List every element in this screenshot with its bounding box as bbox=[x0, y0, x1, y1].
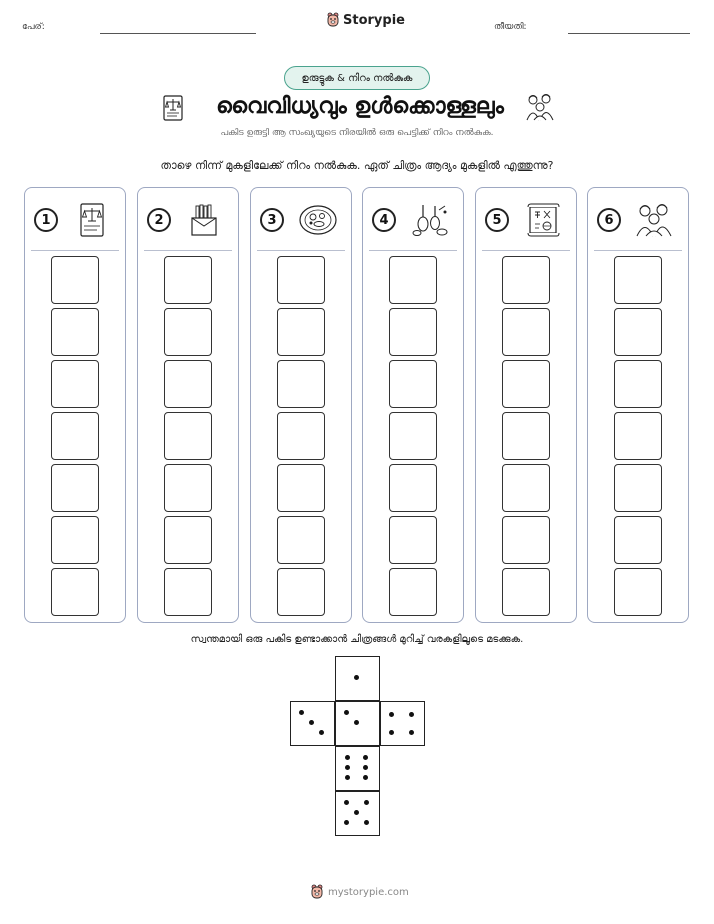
pip bbox=[345, 775, 350, 780]
color-box[interactable] bbox=[614, 516, 662, 564]
color-box[interactable] bbox=[51, 464, 99, 512]
pip bbox=[409, 730, 414, 735]
color-box[interactable] bbox=[277, 412, 325, 460]
column-header bbox=[251, 188, 351, 250]
pip bbox=[344, 820, 349, 825]
color-box[interactable] bbox=[614, 360, 662, 408]
color-box[interactable] bbox=[389, 360, 437, 408]
pip bbox=[364, 820, 369, 825]
logo bbox=[326, 12, 405, 28]
column-number: 6 bbox=[597, 208, 621, 232]
column-divider bbox=[257, 250, 345, 251]
pip bbox=[409, 712, 414, 717]
pip bbox=[345, 765, 350, 770]
fold-instruction: സ്വന്തമായി ഒരു പകിട ഉണ്ടാക്കാൻ ചിത്രങ്ങൾ മുറിച്ച് വരകളിലൂടെ മടക്കുക. bbox=[190, 634, 524, 645]
pip bbox=[344, 710, 349, 715]
color-box[interactable] bbox=[502, 360, 550, 408]
footer bbox=[310, 884, 409, 900]
column-divider bbox=[482, 250, 570, 251]
color-box[interactable] bbox=[502, 464, 550, 512]
color-box[interactable] bbox=[502, 308, 550, 356]
column-number: 2 bbox=[147, 208, 171, 232]
pip bbox=[363, 765, 368, 770]
column-2 bbox=[137, 187, 239, 623]
column-3 bbox=[250, 187, 352, 623]
food-plate-icon bbox=[297, 202, 337, 238]
color-box[interactable] bbox=[502, 412, 550, 460]
column-header bbox=[25, 188, 125, 250]
color-box[interactable] bbox=[389, 568, 437, 616]
column-divider bbox=[594, 250, 682, 251]
column-number: 4 bbox=[372, 208, 396, 232]
storypie-mascot-icon bbox=[310, 884, 324, 900]
diverse-children-icon bbox=[634, 202, 674, 238]
pip bbox=[319, 730, 324, 735]
name-line[interactable] bbox=[100, 33, 256, 34]
color-box[interactable] bbox=[389, 308, 437, 356]
date-line[interactable] bbox=[568, 33, 690, 34]
color-box[interactable] bbox=[389, 256, 437, 304]
column-5 bbox=[475, 187, 577, 623]
diverse-children-icon bbox=[524, 92, 556, 122]
pip bbox=[389, 730, 394, 735]
column-number: 3 bbox=[260, 208, 284, 232]
color-box[interactable] bbox=[614, 308, 662, 356]
pip bbox=[345, 755, 350, 760]
color-box[interactable] bbox=[389, 412, 437, 460]
color-box[interactable] bbox=[51, 360, 99, 408]
color-box[interactable] bbox=[164, 516, 212, 564]
dice-face-4 bbox=[380, 701, 425, 746]
color-box[interactable] bbox=[164, 256, 212, 304]
column-number: 5 bbox=[485, 208, 509, 232]
pip bbox=[299, 710, 304, 715]
column-6 bbox=[587, 187, 689, 623]
instruction: താഴെ നിന്ന് മുകളിലേക്ക് നിറം നൽകുക. ഏത് ചിത്രം ആദ്യം മുകളിൽ എത്തുന്നു? bbox=[160, 159, 554, 172]
color-box[interactable] bbox=[51, 256, 99, 304]
storypie-mascot-icon bbox=[326, 12, 340, 28]
color-box[interactable] bbox=[502, 568, 550, 616]
color-box[interactable] bbox=[614, 412, 662, 460]
color-box[interactable] bbox=[277, 308, 325, 356]
column-header bbox=[476, 188, 576, 250]
name-label: പേര്: bbox=[22, 22, 45, 32]
language-scroll-icon bbox=[522, 202, 562, 238]
color-box[interactable] bbox=[277, 464, 325, 512]
color-box[interactable] bbox=[389, 464, 437, 512]
pip bbox=[389, 712, 394, 717]
scales-justice-document-icon bbox=[71, 202, 111, 238]
pip bbox=[354, 810, 359, 815]
title-row bbox=[0, 92, 714, 122]
pip bbox=[364, 800, 369, 805]
color-box[interactable] bbox=[164, 308, 212, 356]
date-label: തീയതി: bbox=[494, 22, 527, 32]
color-box[interactable] bbox=[51, 308, 99, 356]
column-header bbox=[588, 188, 688, 250]
color-box[interactable] bbox=[164, 360, 212, 408]
color-box[interactable] bbox=[51, 568, 99, 616]
dice-face-1 bbox=[335, 656, 380, 701]
column-header bbox=[138, 188, 238, 250]
column-number: 1 bbox=[34, 208, 58, 232]
column-header bbox=[363, 188, 463, 250]
subtitle: പകിട ഉരുട്ടി ആ സംഖ്യയുടെ നിരയിൽ ഒരു പെട്ടിക്ക് നിറം നൽകുക. bbox=[220, 128, 494, 138]
column-divider bbox=[144, 250, 232, 251]
musical-instruments-icon bbox=[409, 202, 449, 238]
column-divider bbox=[31, 250, 119, 251]
color-box[interactable] bbox=[51, 516, 99, 564]
activity-badge: ഉരുട്ടുക & നിറം നൽകുക bbox=[284, 66, 430, 90]
column-divider bbox=[369, 250, 457, 251]
color-box[interactable] bbox=[277, 516, 325, 564]
color-box[interactable] bbox=[614, 568, 662, 616]
color-box[interactable] bbox=[164, 464, 212, 512]
color-box[interactable] bbox=[614, 256, 662, 304]
color-box[interactable] bbox=[164, 568, 212, 616]
footer-url[interactable]: mystorypie.com bbox=[328, 886, 409, 898]
pip bbox=[344, 800, 349, 805]
color-box[interactable] bbox=[502, 516, 550, 564]
scales-justice-document-icon bbox=[160, 94, 186, 122]
color-box[interactable] bbox=[389, 516, 437, 564]
dice-face-2 bbox=[335, 701, 380, 746]
page-title: വൈവിധ്യവും ഉൾക്കൊള്ളലും bbox=[216, 94, 504, 119]
color-box[interactable] bbox=[51, 412, 99, 460]
pip bbox=[363, 755, 368, 760]
dice-face-6 bbox=[335, 746, 380, 791]
pip bbox=[309, 720, 314, 725]
pip bbox=[363, 775, 368, 780]
logo-text: Storypie bbox=[343, 12, 405, 28]
color-box[interactable] bbox=[614, 464, 662, 512]
color-box[interactable] bbox=[277, 256, 325, 304]
crayon-box-icon bbox=[184, 202, 224, 238]
color-box[interactable] bbox=[277, 360, 325, 408]
column-1 bbox=[24, 187, 126, 623]
color-box[interactable] bbox=[164, 412, 212, 460]
dice-face-3 bbox=[290, 701, 335, 746]
column-4 bbox=[362, 187, 464, 623]
pip bbox=[354, 720, 359, 725]
color-box[interactable] bbox=[502, 256, 550, 304]
color-box[interactable] bbox=[277, 568, 325, 616]
dice-face-5 bbox=[335, 791, 380, 836]
pip bbox=[354, 675, 359, 680]
